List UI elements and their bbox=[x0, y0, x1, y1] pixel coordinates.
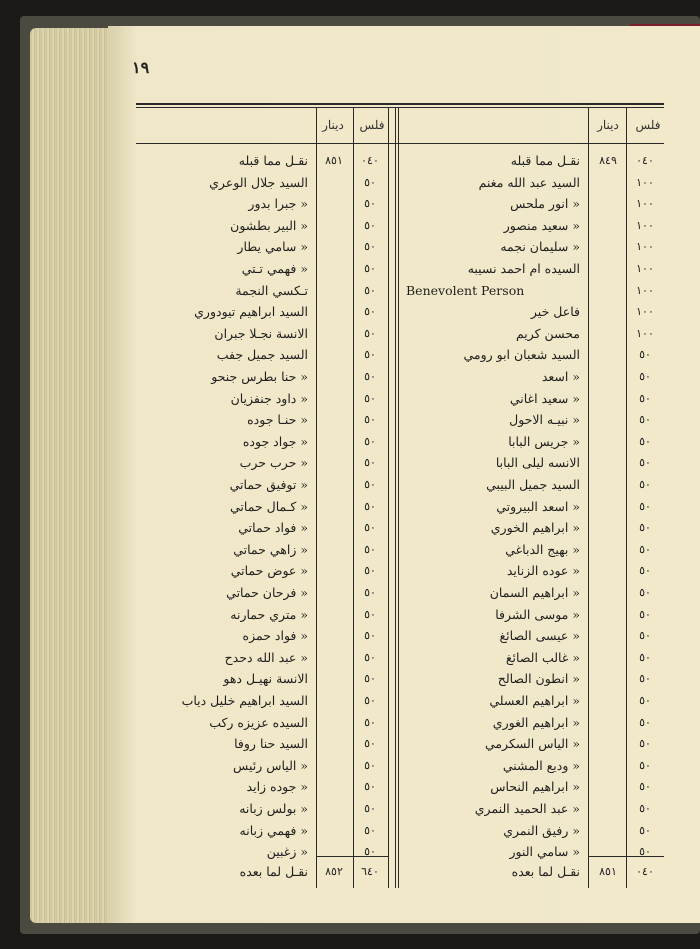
right-entry-fils: ٥٠ bbox=[639, 434, 651, 448]
right-entry-name: « جريس البابا bbox=[508, 433, 580, 449]
left-footer-name: نقـل لما بعده bbox=[239, 864, 308, 879]
left-entry-name: السيد ابراهيم تيودوري bbox=[194, 304, 308, 320]
right-entry-fils: ٥٠ bbox=[639, 758, 651, 772]
right-entry-fils: ٥٠ bbox=[639, 542, 651, 556]
right-entry-fils: ٥٠ bbox=[639, 694, 651, 707]
right-entry-fils: ٥٠ bbox=[639, 629, 651, 643]
right-entry-fils: ١٠٠ bbox=[636, 175, 654, 189]
right-entry-fils: ١٠٠ bbox=[636, 240, 654, 254]
left-entry-name: « زاهي حماتي bbox=[233, 541, 308, 557]
right-entry-name: السيد شعبان ابو رومي bbox=[463, 347, 580, 363]
left-entry-fils: ٥٠ bbox=[364, 672, 376, 686]
left-entry-fils: ٥٠ bbox=[364, 305, 376, 319]
right-entry-fils: ٥٠ bbox=[639, 499, 651, 513]
left-entry-fils: ٥٠ bbox=[364, 780, 376, 794]
left-entry-name: « البير بطشون bbox=[230, 217, 308, 233]
left-entry-fils: ٥٠ bbox=[364, 175, 376, 189]
page-edges bbox=[30, 28, 120, 923]
left-entry-name: « متري حمارنه bbox=[230, 606, 308, 622]
top-rule-thick bbox=[136, 103, 664, 105]
center-divider-b bbox=[398, 108, 399, 888]
left-entry-fils: ٥٠ bbox=[364, 758, 376, 772]
left-entry-fils: ٥٠ bbox=[364, 218, 376, 232]
left-dinar-header: دينار bbox=[322, 118, 344, 132]
right-entry-name: محسن كريم bbox=[515, 325, 580, 341]
right-entry-fils: ٥٠ bbox=[639, 737, 651, 751]
page-number: ١٩ bbox=[132, 58, 150, 77]
left-entry-name: الانسة نجـلا جبران bbox=[214, 325, 308, 341]
right-entry-fils: ٥٠ bbox=[639, 370, 651, 383]
right-entry-name: « عبد الحميد النمري bbox=[474, 801, 580, 816]
right-footer-dinar: ٨٥١ bbox=[599, 865, 617, 878]
right-entry-fils: ٥٠ bbox=[639, 564, 651, 578]
right-entry-fils: ١٠٠ bbox=[636, 262, 654, 275]
right-entry-dinar: ٨٤٩ bbox=[599, 154, 617, 167]
right-entry-name: « رفيق النمري bbox=[503, 822, 580, 838]
right-entry-name: السيده ام احمد نسيبه bbox=[467, 261, 580, 276]
left-entry-fils: ٥٠ bbox=[364, 197, 376, 211]
right-entry-name: السيد عبد الله مغنم bbox=[478, 174, 580, 190]
left-entry-fils: ٠٤٠ bbox=[361, 154, 379, 167]
left-entry-fils: ٥٠ bbox=[364, 650, 376, 664]
left-entry-fils: ٥٠ bbox=[364, 845, 376, 859]
right-entry-fils: ١٠٠ bbox=[636, 197, 654, 211]
left-entry-name: « جوده زايد bbox=[246, 779, 308, 795]
left-entry-fils: ٥٠ bbox=[364, 607, 376, 621]
right-entry-fils: ٥٠ bbox=[639, 391, 651, 405]
right-entry-fils: ٥٠ bbox=[639, 802, 651, 815]
left-entry-fils: ٥٠ bbox=[364, 434, 376, 448]
right-entry-fils: ١٠٠ bbox=[636, 326, 654, 340]
right-entry-name: « وديع المشني bbox=[502, 757, 580, 773]
right-dinar-left-line bbox=[588, 108, 589, 888]
right-entry-name: « ابراهيم السمان bbox=[489, 585, 580, 600]
left-entry-name: « حنـا جوده bbox=[247, 412, 308, 428]
right-entry-name: « موسى الشرفا bbox=[495, 606, 580, 622]
center-divider-a bbox=[395, 108, 396, 888]
left-entry-name: السيد جميل جفب bbox=[216, 347, 308, 363]
right-entry-name: السيد جميل البيبي bbox=[486, 477, 580, 492]
right-entry-name: « سعيد منصور bbox=[503, 217, 580, 233]
left-entry-name: « فواد حماتي bbox=[238, 520, 308, 536]
right-footer-fils: ٠٤٠ bbox=[636, 865, 654, 878]
right-entry-name: « عيسى الصائغ bbox=[499, 628, 580, 644]
left-entry-name: نقـل مما قبله bbox=[238, 153, 308, 168]
left-entry-fils: ٥٠ bbox=[364, 283, 376, 297]
right-entry-name: نقـل مما قبله bbox=[510, 153, 580, 168]
right-entry-fils: ٥٠ bbox=[639, 780, 651, 794]
left-entry-fils: ٥٠ bbox=[364, 499, 376, 513]
left-entry-fils: ٥٠ bbox=[364, 802, 376, 815]
left-entry-fils: ٥٠ bbox=[364, 262, 376, 275]
left-entry-name: « بولس زبانه bbox=[239, 801, 308, 816]
right-entry-fils: ١٠٠ bbox=[636, 283, 654, 297]
left-entry-fils: ٥٠ bbox=[364, 391, 376, 405]
right-entry-fils: ٥٠ bbox=[639, 348, 651, 362]
left-entry-name: الانسة نهيـل دهو bbox=[223, 671, 308, 687]
left-entry-name: تـكسي النجمة bbox=[235, 282, 308, 298]
left-entry-name: السيد ابراهيم خليل دياب bbox=[181, 693, 308, 708]
right-entry-fils: ٥٠ bbox=[639, 823, 651, 837]
left-entry-fils: ٥٠ bbox=[364, 715, 376, 729]
right-entry-name: « عوده الزنايد bbox=[506, 563, 580, 579]
right-entry-fils: ٥٠ bbox=[639, 413, 651, 427]
left-entry-name: « فرحان حماتي bbox=[226, 585, 308, 600]
left-entry-name: « جواد جوده bbox=[242, 433, 308, 449]
right-entry-fils: ٥٠ bbox=[639, 672, 651, 686]
left-entry-name: « فواد حمزه bbox=[242, 628, 308, 644]
left-entry-name: « كـمال حماتي bbox=[230, 498, 308, 514]
header-rule bbox=[136, 143, 664, 144]
left-entry-fils: ٥٠ bbox=[364, 348, 376, 362]
left-fils-header: فلس bbox=[359, 118, 385, 132]
right-entry-name: « انطون الصالح bbox=[497, 671, 580, 687]
right-fils-divider bbox=[626, 108, 627, 888]
right-entry-fils: ٥٠ bbox=[639, 456, 651, 470]
left-entry-name: « عبد الله دحدح bbox=[224, 649, 308, 665]
left-entry-name: « فهمي زبانه bbox=[239, 822, 308, 838]
left-entry-name: « فهمي تـتي bbox=[241, 261, 308, 276]
right-entry-name: « سعيد اغاني bbox=[509, 390, 580, 406]
right-entry-name: « الياس السكرمي bbox=[484, 736, 580, 752]
top-rule-thin bbox=[136, 107, 664, 108]
left-entry-fils: ٥٠ bbox=[364, 326, 376, 340]
left-entry-fils: ٥٠ bbox=[364, 478, 376, 491]
left-entry-name: « عوض حماتي bbox=[230, 563, 308, 579]
right-entry-name: « اسعد البيروتي bbox=[496, 498, 580, 514]
left-dinar-left-line bbox=[316, 108, 317, 888]
right-entry-name: « ابراهيم العسلي bbox=[489, 693, 580, 708]
left-entry-fils: ٥٠ bbox=[364, 694, 376, 707]
left-entry-name: « سامي يطار bbox=[237, 239, 308, 255]
left-entry-name: « داود جنفزيان bbox=[230, 390, 308, 406]
left-entry-name: « زغبين bbox=[266, 844, 308, 860]
right-entry-fils: ٠٤٠ bbox=[636, 154, 654, 167]
right-entry-name: « ابراهيم الغوري bbox=[492, 714, 580, 730]
right-entry-name: « سامي النور bbox=[509, 844, 580, 860]
right-entry-name: الانسه ليلى البابا bbox=[495, 455, 580, 471]
left-entry-fils: ٥٠ bbox=[364, 521, 376, 535]
right-entry-name: « سليمان نجمه bbox=[500, 239, 580, 255]
right-entry-name: « اسعد bbox=[541, 369, 580, 384]
left-entry-fils: ٥٠ bbox=[364, 629, 376, 643]
right-entry-name: فاعل خير bbox=[530, 304, 580, 320]
left-entry-fils: ٥٠ bbox=[364, 564, 376, 578]
left-entry-dinar: ٨٥١ bbox=[325, 154, 343, 167]
left-entry-name: السيد حنا روفا bbox=[234, 736, 308, 752]
left-entry-name: « توفيق حماتي bbox=[229, 477, 308, 492]
right-entry-fils: ٥٠ bbox=[639, 478, 651, 491]
left-entry-fils: ٥٠ bbox=[364, 413, 376, 427]
right-entry-name: « انور ملحس bbox=[510, 196, 580, 212]
right-entry-name: « ابراهيم الخوري bbox=[490, 520, 580, 536]
left-entry-name: « الياس رئيس bbox=[233, 757, 308, 773]
left-entry-fils: ٥٠ bbox=[364, 737, 376, 751]
right-entry-name: « ابراهيم النحاس bbox=[490, 779, 580, 795]
left-entry-name: السيد جلال الوعري bbox=[209, 174, 308, 190]
left-entry-name: السيده عزيزه ركب bbox=[209, 714, 308, 730]
left-entry-name: « حنا بطرس جنحو bbox=[211, 369, 308, 384]
left-fils-right-line bbox=[388, 108, 389, 888]
left-entry-fils: ٥٠ bbox=[364, 823, 376, 837]
left-entry-name: « جبرا بدور bbox=[248, 196, 308, 212]
right-entry-name: « غالب الصائغ bbox=[505, 649, 580, 665]
right-footer-name: نقـل لما بعده bbox=[511, 864, 580, 879]
right-entry-fils: ٥٠ bbox=[639, 715, 651, 729]
right-fils-header: فلس bbox=[635, 118, 661, 132]
left-entry-fils: ٥٠ bbox=[364, 542, 376, 556]
left-entry-fils: ٥٠ bbox=[364, 456, 376, 470]
right-entry-name: « بهيج الدباغي bbox=[505, 541, 580, 557]
right-entry-fils: ٥٠ bbox=[639, 586, 651, 599]
left-entry-fils: ٥٠ bbox=[364, 370, 376, 383]
right-entry-fils: ١٠٠ bbox=[636, 218, 654, 232]
left-footer-dinar: ٨٥٢ bbox=[325, 865, 343, 878]
right-dinar-header: دينار bbox=[597, 118, 619, 132]
left-footer-fils: ٦٤٠ bbox=[361, 865, 379, 878]
right-entry-fils: ٥٠ bbox=[639, 521, 651, 535]
left-entry-fils: ٥٠ bbox=[364, 240, 376, 254]
right-entry-fils: ١٠٠ bbox=[636, 305, 654, 319]
right-entry-fils: ٥٠ bbox=[639, 607, 651, 621]
right-entry-name: Benevolent Person bbox=[406, 282, 525, 298]
left-entry-name: « حرب حرب bbox=[239, 455, 308, 471]
right-entry-fils: ٥٠ bbox=[639, 845, 651, 859]
right-entry-name: « نبيـه الاحول bbox=[509, 412, 580, 428]
left-entry-fils: ٥٠ bbox=[364, 586, 376, 599]
right-entry-fils: ٥٠ bbox=[639, 650, 651, 664]
